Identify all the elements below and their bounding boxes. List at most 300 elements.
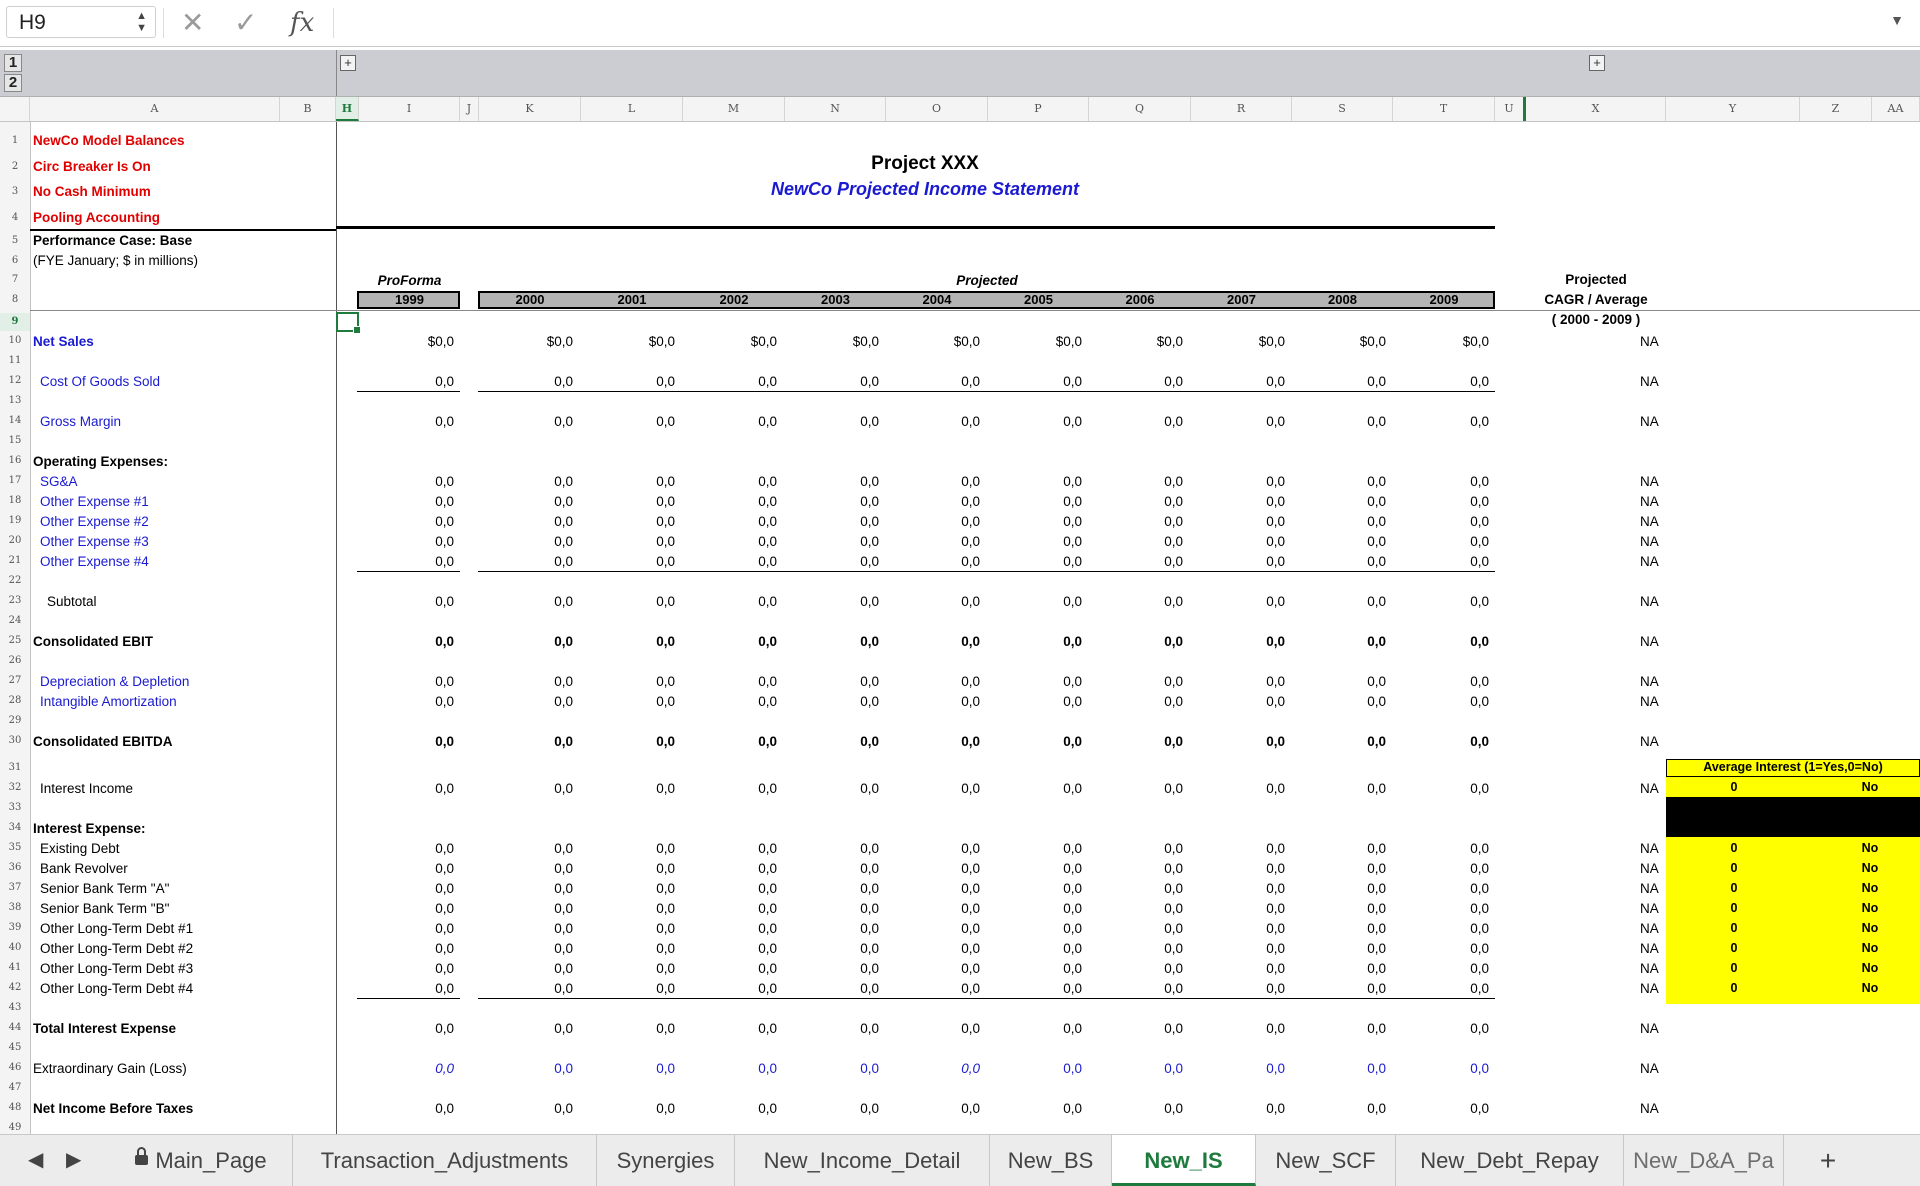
column-header-i[interactable]: I	[359, 97, 460, 121]
value-cell[interactable]: 0,0	[1470, 941, 1489, 956]
value-cell[interactable]: 0,0	[435, 494, 454, 509]
value-cell[interactable]: 0,0	[554, 781, 573, 796]
value-cell[interactable]: 0,0	[554, 674, 573, 689]
value-cell[interactable]: 0,0	[1367, 1101, 1386, 1116]
value-cell[interactable]: 0,0	[1470, 474, 1489, 489]
row-header[interactable]: 11	[8, 355, 22, 366]
row-header[interactable]: 3	[11, 186, 19, 197]
value-cell[interactable]: 0,0	[758, 881, 777, 896]
row-header[interactable]: 16	[8, 455, 22, 466]
value-cell[interactable]: 0,0	[1164, 534, 1183, 549]
value-cell[interactable]: 0,0	[758, 941, 777, 956]
row-header[interactable]: 39	[8, 922, 22, 933]
value-cell[interactable]: 0,0	[1266, 494, 1285, 509]
value-cell[interactable]: 0,0	[1367, 474, 1386, 489]
prev-sheet-icon[interactable]: ◀	[28, 1149, 44, 1171]
value-cell[interactable]: 0,0	[1063, 494, 1082, 509]
value-cell[interactable]: 0,0	[1367, 781, 1386, 796]
column-header-aa[interactable]: AA	[1872, 97, 1920, 121]
value-cell[interactable]: 0,0	[758, 1101, 777, 1116]
sheet-tab-new-bs[interactable]	[990, 1135, 1112, 1186]
value-cell[interactable]: 0,0	[860, 781, 879, 796]
cagr-cell[interactable]: NA	[1640, 1021, 1659, 1036]
select-all-corner[interactable]	[0, 97, 30, 121]
value-cell[interactable]: 0,0	[1063, 414, 1082, 429]
column-header-j[interactable]: J	[460, 97, 479, 121]
column-header-y[interactable]: Y	[1666, 97, 1800, 121]
value-cell[interactable]: 0,0	[961, 674, 980, 689]
value-cell[interactable]: 0,0	[435, 861, 454, 876]
value-cell[interactable]: 0,0	[860, 474, 879, 489]
value-cell[interactable]: 0,0	[961, 961, 980, 976]
value-cell[interactable]: 0,0	[656, 861, 675, 876]
value-cell[interactable]: 0,0	[1266, 1101, 1285, 1116]
value-cell[interactable]: 0,0	[1063, 514, 1082, 529]
value-cell[interactable]: 0,0	[860, 1101, 879, 1116]
sheet-tab-new-scf[interactable]	[1256, 1135, 1396, 1186]
value-cell[interactable]: 0,0	[860, 674, 879, 689]
value-cell[interactable]: 0,0	[1367, 1021, 1386, 1036]
value-cell[interactable]: 0,0	[1063, 921, 1082, 936]
value-cell[interactable]: 0,0	[1470, 1061, 1489, 1076]
sheet-tab-new-is[interactable]	[1112, 1135, 1256, 1186]
value-cell[interactable]: 0,0	[1470, 921, 1489, 936]
value-cell[interactable]: 0,0	[1063, 981, 1082, 996]
value-cell[interactable]: 0,0	[758, 921, 777, 936]
row-header[interactable]: 43	[8, 1002, 22, 1013]
value-cell[interactable]: 0,0	[554, 694, 573, 709]
value-cell[interactable]: 0,0	[860, 1021, 879, 1036]
value-cell[interactable]: 0,0	[860, 861, 879, 876]
value-cell[interactable]: 0,0	[1164, 1021, 1183, 1036]
value-cell[interactable]: 0,0	[1164, 841, 1183, 856]
value-cell[interactable]: 0,0	[1470, 781, 1489, 796]
cagr-cell[interactable]: NA	[1640, 941, 1659, 956]
value-cell[interactable]: 0,0	[961, 634, 980, 649]
value-cell[interactable]: 0,0	[961, 1101, 980, 1116]
value-cell[interactable]: 0,0	[758, 414, 777, 429]
value-cell[interactable]: 0,0	[1063, 554, 1082, 569]
value-cell[interactable]: 0,0	[1063, 1021, 1082, 1036]
next-sheet-icon[interactable]: ▶	[66, 1149, 82, 1171]
value-cell[interactable]: 0,0	[1164, 674, 1183, 689]
sheet-tab-transaction-adjustments[interactable]	[293, 1135, 597, 1186]
value-cell[interactable]: 0,0	[656, 674, 675, 689]
value-cell[interactable]: 0,0	[1266, 374, 1285, 389]
value-cell[interactable]: 0,0	[656, 1061, 675, 1076]
value-cell[interactable]: 0,0	[1063, 474, 1082, 489]
value-cell[interactable]: 0,0	[1367, 941, 1386, 956]
column-header-x[interactable]: X	[1526, 97, 1666, 121]
value-cell[interactable]: 0,0	[435, 674, 454, 689]
value-cell[interactable]: 0,0	[1470, 861, 1489, 876]
value-cell[interactable]: 0,0	[656, 474, 675, 489]
value-cell[interactable]: 0,0	[860, 881, 879, 896]
value-cell[interactable]: 0,0	[1063, 961, 1082, 976]
value-cell[interactable]: 0,0	[554, 921, 573, 936]
value-cell[interactable]: 0,0	[961, 841, 980, 856]
cagr-cell[interactable]: NA	[1640, 494, 1659, 509]
value-cell[interactable]: 0,0	[1266, 534, 1285, 549]
cagr-cell[interactable]: NA	[1640, 514, 1659, 529]
value-cell[interactable]: 0,0	[1266, 734, 1285, 749]
value-cell[interactable]: 0,0	[435, 514, 454, 529]
value-cell[interactable]: 0,0	[656, 694, 675, 709]
value-cell[interactable]: 0,0	[860, 734, 879, 749]
row-header[interactable]: 2	[11, 161, 19, 172]
value-cell[interactable]: 0,0	[1367, 554, 1386, 569]
row-header[interactable]: 38	[8, 902, 22, 913]
value-cell[interactable]: 0,0	[435, 941, 454, 956]
value-cell[interactable]: 0,0	[656, 781, 675, 796]
value-cell[interactable]: 0,0	[435, 881, 454, 896]
value-cell[interactable]: 0,0	[554, 1021, 573, 1036]
cagr-cell[interactable]: NA	[1640, 374, 1659, 389]
value-cell[interactable]: 0,0	[860, 941, 879, 956]
value-cell[interactable]: 0,0	[435, 594, 454, 609]
value-cell[interactable]: 0,0	[554, 981, 573, 996]
column-header-b[interactable]: B	[280, 97, 336, 121]
value-cell[interactable]: 0,0	[554, 861, 573, 876]
value-cell[interactable]: 0,0	[1063, 534, 1082, 549]
cancel-icon[interactable]: ✕	[181, 7, 205, 38]
value-cell[interactable]: 0,0	[656, 554, 675, 569]
row-header[interactable]: 10	[8, 335, 22, 346]
value-cell[interactable]: 0,0	[1470, 514, 1489, 529]
row-header[interactable]: 23	[8, 595, 22, 606]
value-cell[interactable]: 0,0	[961, 554, 980, 569]
value-cell[interactable]: 0,0	[1063, 734, 1082, 749]
row-header[interactable]: 31	[8, 762, 22, 773]
sheet-tab-new-debt-repay[interactable]	[1396, 1135, 1624, 1186]
value-cell[interactable]: 0,0	[860, 534, 879, 549]
row-header[interactable]: 44	[8, 1022, 22, 1033]
value-cell[interactable]: 0,0	[758, 734, 777, 749]
value-cell[interactable]: 0,0	[860, 374, 879, 389]
value-cell[interactable]: 0,0	[435, 374, 454, 389]
column-header-r[interactable]: R	[1191, 97, 1292, 121]
value-cell[interactable]: 0,0	[435, 474, 454, 489]
value-cell[interactable]: 0,0	[1266, 674, 1285, 689]
value-cell[interactable]: 0,0	[435, 1101, 454, 1116]
value-cell[interactable]: 0,0	[1470, 494, 1489, 509]
avg-interest-flag[interactable]: 0	[1730, 941, 1738, 955]
value-cell[interactable]: 0,0	[1470, 981, 1489, 996]
value-cell[interactable]: 0,0	[435, 694, 454, 709]
value-cell[interactable]: 0,0	[1266, 474, 1285, 489]
cagr-cell[interactable]: NA	[1640, 921, 1659, 936]
value-cell[interactable]: 0,0	[860, 981, 879, 996]
value-cell[interactable]: 0,0	[961, 921, 980, 936]
value-cell[interactable]: 0,0	[961, 861, 980, 876]
avg-interest-flag[interactable]: 0	[1730, 881, 1738, 895]
value-cell[interactable]: 0,0	[860, 921, 879, 936]
value-cell[interactable]: 0,0	[1266, 694, 1285, 709]
value-cell[interactable]: 0,0	[1164, 734, 1183, 749]
function-icon[interactable]: fx	[290, 8, 315, 38]
value-cell[interactable]: 0,0	[1367, 694, 1386, 709]
value-cell[interactable]: 0,0	[1367, 1061, 1386, 1076]
value-cell[interactable]: $0,0	[1258, 334, 1285, 349]
row-header[interactable]: 49	[8, 1122, 22, 1133]
value-cell[interactable]: 0,0	[1266, 594, 1285, 609]
value-cell[interactable]: 0,0	[1063, 674, 1082, 689]
value-cell[interactable]: 0,0	[656, 941, 675, 956]
value-cell[interactable]: $0,0	[852, 334, 879, 349]
value-cell[interactable]: 0,0	[758, 841, 777, 856]
sheet-grid[interactable]	[0, 122, 1920, 1134]
row-header[interactable]: 42	[8, 982, 22, 993]
value-cell[interactable]: $0,0	[1156, 334, 1183, 349]
value-cell[interactable]: 0,0	[554, 841, 573, 856]
avg-interest-flag[interactable]: 0	[1730, 921, 1738, 935]
value-cell[interactable]: 0,0	[758, 374, 777, 389]
row-header[interactable]: 28	[8, 695, 22, 706]
value-cell[interactable]: 0,0	[435, 634, 454, 649]
column-header-n[interactable]: N	[785, 97, 886, 121]
sheet-tab-new-d-a-pa[interactable]	[1624, 1135, 1784, 1186]
value-cell[interactable]: 0,0	[1164, 554, 1183, 569]
value-cell[interactable]: 0,0	[1470, 534, 1489, 549]
value-cell[interactable]: 0,0	[1470, 1101, 1489, 1116]
row-header[interactable]: 40	[8, 942, 22, 953]
value-cell[interactable]: 0,0	[1367, 374, 1386, 389]
cagr-cell[interactable]: NA	[1640, 961, 1659, 976]
cagr-cell[interactable]: NA	[1640, 594, 1659, 609]
value-cell[interactable]: 0,0	[961, 514, 980, 529]
value-cell[interactable]: 0,0	[554, 634, 573, 649]
value-cell[interactable]: 0,0	[758, 674, 777, 689]
column-header-k[interactable]: K	[479, 97, 581, 121]
value-cell[interactable]: 0,0	[1164, 594, 1183, 609]
expand-formula-icon[interactable]: ▼	[1890, 12, 1904, 28]
value-cell[interactable]: 0,0	[656, 634, 675, 649]
value-cell[interactable]: 0,0	[758, 694, 777, 709]
value-cell[interactable]: 0,0	[656, 734, 675, 749]
value-cell[interactable]: 0,0	[1164, 374, 1183, 389]
value-cell[interactable]: 0,0	[860, 494, 879, 509]
value-cell[interactable]: 0,0	[758, 961, 777, 976]
value-cell[interactable]: 0,0	[860, 901, 879, 916]
row-header[interactable]: 32	[8, 782, 22, 793]
value-cell[interactable]: 0,0	[435, 921, 454, 936]
value-cell[interactable]: 0,0	[435, 961, 454, 976]
value-cell[interactable]: $0,0	[750, 334, 777, 349]
value-cell[interactable]: 0,0	[1164, 861, 1183, 876]
value-cell[interactable]: 0,0	[435, 1021, 454, 1036]
row-header[interactable]: 18	[8, 495, 22, 506]
value-cell[interactable]: 0,0	[860, 841, 879, 856]
cagr-cell[interactable]: NA	[1640, 781, 1659, 796]
value-cell[interactable]: 0,0	[1266, 881, 1285, 896]
value-cell[interactable]: 0,0	[1063, 901, 1082, 916]
value-cell[interactable]: 0,0	[1266, 781, 1285, 796]
value-cell[interactable]: 0,0	[758, 474, 777, 489]
column-header-p[interactable]: P	[988, 97, 1089, 121]
value-cell[interactable]: 0,0	[1367, 921, 1386, 936]
value-cell[interactable]: 0,0	[1266, 961, 1285, 976]
value-cell[interactable]: 0,0	[1266, 1021, 1285, 1036]
value-cell[interactable]: 0,0	[554, 961, 573, 976]
value-cell[interactable]: 0,0	[435, 554, 454, 569]
value-cell[interactable]: 0,0	[961, 494, 980, 509]
row-header[interactable]: 5	[11, 235, 19, 246]
value-cell[interactable]: 0,0	[961, 734, 980, 749]
value-cell[interactable]: $0,0	[427, 334, 454, 349]
row-header[interactable]: 46	[8, 1062, 22, 1073]
cagr-cell[interactable]: NA	[1640, 981, 1659, 996]
value-cell[interactable]: 0,0	[1063, 781, 1082, 796]
value-cell[interactable]: 0,0	[1266, 981, 1285, 996]
value-cell[interactable]: 0,0	[1063, 881, 1082, 896]
value-cell[interactable]: 0,0	[758, 514, 777, 529]
value-cell[interactable]: 0,0	[1266, 861, 1285, 876]
cagr-cell[interactable]: NA	[1640, 534, 1659, 549]
value-cell[interactable]: 0,0	[860, 554, 879, 569]
value-cell[interactable]: $0,0	[1055, 334, 1082, 349]
sheet-tab-synergies[interactable]	[597, 1135, 735, 1186]
value-cell[interactable]: 0,0	[758, 901, 777, 916]
add-sheet-button[interactable]: +	[1819, 1145, 1837, 1176]
row-header[interactable]: 45	[8, 1042, 22, 1053]
value-cell[interactable]: 0,0	[1266, 554, 1285, 569]
value-cell[interactable]: 0,0	[758, 534, 777, 549]
avg-interest-flag[interactable]: 0	[1730, 841, 1738, 855]
column-header-o[interactable]: O	[886, 97, 988, 121]
value-cell[interactable]: 0,0	[758, 781, 777, 796]
value-cell[interactable]: 0,0	[554, 474, 573, 489]
value-cell[interactable]: 0,0	[1470, 734, 1489, 749]
row-header[interactable]: 24	[8, 615, 22, 626]
value-cell[interactable]: 0,0	[656, 901, 675, 916]
row-header[interactable]: 17	[8, 475, 22, 486]
avg-interest-flag[interactable]: 0	[1730, 901, 1738, 915]
value-cell[interactable]: 0,0	[435, 1061, 454, 1076]
value-cell[interactable]: 0,0	[1367, 494, 1386, 509]
row-header[interactable]: 48	[8, 1102, 22, 1113]
value-cell[interactable]: 0,0	[1063, 841, 1082, 856]
value-cell[interactable]: 0,0	[554, 941, 573, 956]
value-cell[interactable]: 0,0	[1470, 961, 1489, 976]
value-cell[interactable]: 0,0	[860, 961, 879, 976]
cagr-cell[interactable]: NA	[1640, 881, 1659, 896]
value-cell[interactable]: 0,0	[961, 901, 980, 916]
value-cell[interactable]: 0,0	[758, 861, 777, 876]
value-cell[interactable]: 0,0	[656, 921, 675, 936]
row-header[interactable]: 27	[8, 675, 22, 686]
value-cell[interactable]: 0,0	[435, 981, 454, 996]
value-cell[interactable]: 0,0	[1164, 941, 1183, 956]
value-cell[interactable]: 0,0	[1367, 981, 1386, 996]
row-header[interactable]: 12	[8, 375, 22, 386]
column-header-m[interactable]: M	[683, 97, 785, 121]
value-cell[interactable]: $0,0	[546, 334, 573, 349]
value-cell[interactable]: 0,0	[435, 841, 454, 856]
value-cell[interactable]: 0,0	[1470, 694, 1489, 709]
value-cell[interactable]: 0,0	[656, 534, 675, 549]
value-cell[interactable]: 0,0	[758, 1021, 777, 1036]
value-cell[interactable]: 0,0	[554, 374, 573, 389]
value-cell[interactable]: 0,0	[656, 494, 675, 509]
value-cell[interactable]: 0,0	[1164, 634, 1183, 649]
row-header[interactable]: 15	[8, 435, 22, 446]
column-header-h[interactable]: H	[336, 97, 359, 121]
value-cell[interactable]: 0,0	[961, 1061, 980, 1076]
value-cell[interactable]: 0,0	[656, 841, 675, 856]
value-cell[interactable]: 0,0	[656, 881, 675, 896]
row-header[interactable]: 6	[11, 255, 19, 266]
value-cell[interactable]: 0,0	[554, 881, 573, 896]
value-cell[interactable]: 0,0	[1266, 414, 1285, 429]
value-cell[interactable]: 0,0	[758, 494, 777, 509]
cagr-cell[interactable]: NA	[1640, 861, 1659, 876]
value-cell[interactable]: 0,0	[961, 414, 980, 429]
row-header[interactable]: 14	[8, 415, 22, 426]
value-cell[interactable]: 0,0	[961, 881, 980, 896]
confirm-icon[interactable]: ✓	[234, 7, 258, 38]
value-cell[interactable]: 0,0	[1164, 781, 1183, 796]
value-cell[interactable]: 0,0	[1164, 881, 1183, 896]
value-cell[interactable]: 0,0	[1164, 901, 1183, 916]
row-header[interactable]: 22	[8, 575, 22, 586]
value-cell[interactable]: 0,0	[758, 634, 777, 649]
value-cell[interactable]: 0,0	[1470, 374, 1489, 389]
value-cell[interactable]: 0,0	[860, 634, 879, 649]
column-header-s[interactable]: S	[1292, 97, 1393, 121]
value-cell[interactable]: 0,0	[1164, 514, 1183, 529]
value-cell[interactable]: 0,0	[554, 534, 573, 549]
row-header[interactable]: 19	[8, 515, 22, 526]
value-cell[interactable]: 0,0	[554, 734, 573, 749]
value-cell[interactable]: 0,0	[656, 961, 675, 976]
outline-level-2-button[interactable]: 2	[4, 74, 22, 92]
cagr-cell[interactable]: NA	[1640, 674, 1659, 689]
sheet-tab-new-income-detail[interactable]	[735, 1135, 990, 1186]
value-cell[interactable]: 0,0	[554, 901, 573, 916]
value-cell[interactable]: 0,0	[860, 594, 879, 609]
value-cell[interactable]: 0,0	[1367, 881, 1386, 896]
avg-interest-flag[interactable]: 0	[1730, 981, 1738, 995]
value-cell[interactable]: 0,0	[554, 554, 573, 569]
column-header-a[interactable]: A	[30, 97, 280, 121]
value-cell[interactable]: 0,0	[1164, 961, 1183, 976]
value-cell[interactable]: 0,0	[1164, 694, 1183, 709]
cagr-cell[interactable]: NA	[1640, 634, 1659, 649]
value-cell[interactable]: $0,0	[648, 334, 675, 349]
value-cell[interactable]: 0,0	[1164, 474, 1183, 489]
value-cell[interactable]: 0,0	[1367, 734, 1386, 749]
expand-group-icon[interactable]: +	[340, 55, 356, 71]
row-header[interactable]: 41	[8, 962, 22, 973]
value-cell[interactable]: 0,0	[1470, 634, 1489, 649]
value-cell[interactable]: 0,0	[656, 414, 675, 429]
row-header[interactable]: 37	[8, 882, 22, 893]
row-header[interactable]: 47	[8, 1082, 22, 1093]
row-header[interactable]: 26	[8, 655, 22, 666]
value-cell[interactable]: 0,0	[656, 514, 675, 529]
value-cell[interactable]: 0,0	[1063, 1061, 1082, 1076]
column-header-z[interactable]: Z	[1800, 97, 1872, 121]
row-header[interactable]: 33	[8, 802, 22, 813]
row-header[interactable]: 1	[11, 135, 19, 146]
value-cell[interactable]: 0,0	[1063, 374, 1082, 389]
row-header[interactable]: 7	[11, 274, 19, 285]
value-cell[interactable]: 0,0	[656, 981, 675, 996]
value-cell[interactable]: 0,0	[1470, 881, 1489, 896]
value-cell[interactable]: 0,0	[554, 594, 573, 609]
row-header[interactable]: 29	[8, 715, 22, 726]
cagr-cell[interactable]: NA	[1640, 414, 1659, 429]
